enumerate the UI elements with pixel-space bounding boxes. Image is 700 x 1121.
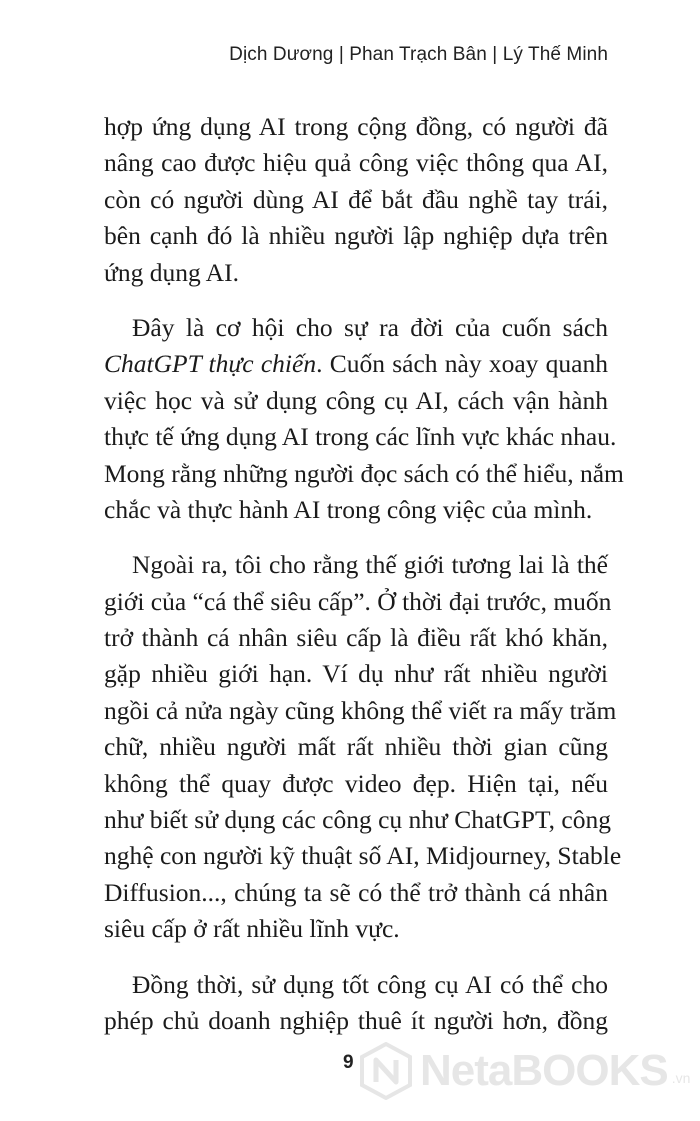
text-line: phép chủ doanh nghiệp thuê ít người hơn, đồng <box>104 1005 608 1035</box>
watermark-logo-icon <box>360 1042 412 1100</box>
paragraph-3 <box>104 547 622 947</box>
text-line: như biết sử dụng các công cụ như ChatGPT, công <box>104 805 611 835</box>
watermark-text: NetaBOOKS <box>420 1046 668 1095</box>
text-line: chắc và thực hành AI trong công việc của mình. <box>104 494 593 524</box>
text-line: nghệ con người kỹ thuật số AI, Midjourney, Stable <box>104 841 622 871</box>
text-line: Diffusion..., chúng ta sẽ có thể trở thành cá nhân <box>104 877 608 907</box>
paragraph-1 <box>104 109 608 291</box>
text-line: ứng dụng AI. <box>104 257 239 287</box>
paragraph-4 <box>104 967 608 1040</box>
page-body <box>104 109 624 1039</box>
text-line: Ngoài ra, tôi cho rằng thế giới tương lai là thế <box>132 550 608 580</box>
watermark <box>360 1042 690 1100</box>
text-line: còn có người dùng AI để bắt đầu nghề tay trái, <box>104 184 608 214</box>
text-line: Đây là cơ hội cho sự ra đời của cuốn sách <box>132 312 608 342</box>
book-title: ChatGPT thực chiến <box>104 349 317 379</box>
text-line: thực tế ứng dụng AI trong các lĩnh vực khác nhau. <box>104 422 617 452</box>
running-header: Dịch Dương | Phan Trạch Bân | Lý Thế Minh <box>229 44 608 65</box>
text-line-with-title <box>104 346 608 382</box>
text-line: Mong rằng những người đọc sách có thể hiểu, nắm <box>104 458 624 488</box>
text-line: nâng cao được hiệu quả công việc thông qua AI, <box>104 148 608 178</box>
text-line: trở thành cá nhân siêu cấp là điều rất khó khăn, <box>104 623 608 653</box>
text-fragment: . Cuốn sách này xoay quanh <box>316 349 608 379</box>
text-line: siêu cấp ở rất nhiều lĩnh vực. <box>104 914 400 944</box>
text-line: không thể quay được video đẹp. Hiện tại, nếu <box>104 768 608 798</box>
text-line: bên cạnh đó là nhiều người lập nghiệp dựa trên <box>104 221 608 251</box>
text-line: gặp nhiều giới hạn. Ví dụ như rất nhiều người <box>104 659 608 689</box>
text-line: việc học và sử dụng công cụ AI, cách vận hành <box>104 385 608 415</box>
paragraph-2 <box>104 310 624 528</box>
text-line: giới của “cá thể siêu cấp”. Ở thời đại trước, muốn <box>104 586 612 616</box>
text-line: hợp ứng dụng AI trong cộng đồng, có người đã <box>104 112 608 141</box>
text-line: Đồng thời, sử dụng tốt công cụ AI có thể cho <box>132 969 608 999</box>
text-line: chữ, nhiều người mất rất nhiều thời gian cũng <box>104 732 608 762</box>
watermark-domain: .vn <box>671 1070 691 1086</box>
page-number: 9 <box>343 1052 354 1073</box>
text-line: ngồi cả nửa ngày cũng không thể viết ra mấy trăm <box>104 695 617 725</box>
